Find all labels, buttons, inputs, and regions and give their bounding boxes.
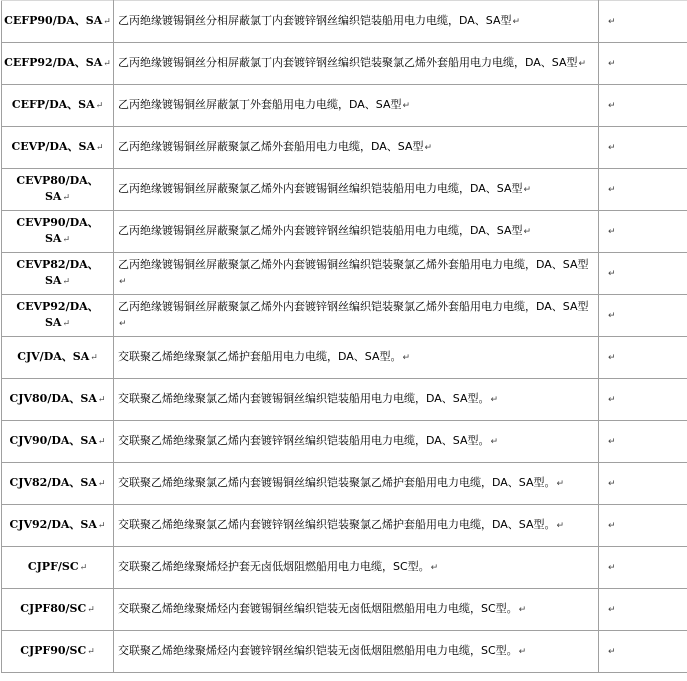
description-cell <box>114 505 599 547</box>
model-code: CJV82/DA、SA <box>9 476 97 489</box>
table-row <box>2 547 687 589</box>
paragraph-mark-icon: ↵ <box>62 193 71 203</box>
empty-cell <box>599 1 687 43</box>
model-code: CJV90/DA、SA <box>9 434 97 447</box>
empty-cell <box>599 337 687 379</box>
paragraph-mark-icon: ↵ <box>523 227 532 237</box>
model-code: CJPF90/SC <box>20 644 87 657</box>
paragraph-mark-icon: ↵ <box>608 395 616 405</box>
model-cell <box>2 43 114 85</box>
model-cell <box>2 505 114 547</box>
empty-cell <box>599 421 687 463</box>
cable-description: 交联聚乙烯绝缘聚氯乙烯内套镀锌钢丝编织铠装船用电力电缆，DA、SA型。 <box>118 434 490 447</box>
table-row <box>2 127 687 169</box>
description-cell <box>114 43 599 85</box>
cable-description: 乙丙绝缘镀锡铜丝屏蔽聚氯乙烯外套船用电力电缆，DA、SA型 <box>118 140 424 153</box>
paragraph-mark-icon: ↵ <box>97 395 106 405</box>
description-cell <box>114 295 599 337</box>
paragraph-mark-icon: ↵ <box>523 185 532 195</box>
table-row <box>2 337 687 379</box>
table-row <box>2 1 687 43</box>
table-row <box>2 211 687 253</box>
model-cell <box>2 589 114 631</box>
table-row <box>2 631 687 673</box>
paragraph-mark-icon: ↵ <box>90 353 98 363</box>
description-cell <box>114 337 599 379</box>
paragraph-mark-icon: ↵ <box>608 647 616 657</box>
paragraph-mark-icon: ↵ <box>578 59 587 69</box>
paragraph-mark-icon: ↵ <box>608 17 616 27</box>
model-code: CJPF80/SC <box>20 602 87 615</box>
paragraph-mark-icon: ↵ <box>62 277 71 287</box>
paragraph-mark-icon: ↵ <box>608 101 616 111</box>
model-cell <box>2 85 114 127</box>
table-row <box>2 379 687 421</box>
empty-cell <box>599 211 687 253</box>
cable-description: 乙丙绝缘镀锡铜丝屏蔽聚氯乙烯外内套镀锡铜丝编织铠装聚氯乙烯外套船用电力电缆，DA、SA型 <box>118 258 589 271</box>
model-code: CJV92/DA、SA <box>9 518 97 531</box>
description-cell <box>114 589 599 631</box>
description-cell <box>114 211 599 253</box>
table-row <box>2 463 687 505</box>
description-cell <box>114 1 599 43</box>
model-cell <box>2 211 114 253</box>
paragraph-mark-icon: ↵ <box>119 319 127 329</box>
paragraph-mark-icon: ↵ <box>402 353 411 363</box>
cable-description: 交联聚乙烯绝缘聚氯乙烯护套船用电力电缆，DA、SA型。 <box>118 350 402 363</box>
empty-cell <box>599 85 687 127</box>
model-cell <box>2 463 114 505</box>
model-cell <box>2 631 114 673</box>
paragraph-mark-icon: ↵ <box>95 101 104 111</box>
model-code: CEFP/DA、SA <box>11 98 95 111</box>
paragraph-mark-icon: ↵ <box>97 521 106 531</box>
paragraph-mark-icon: ↵ <box>512 17 521 27</box>
model-cell <box>2 127 114 169</box>
paragraph-mark-icon: ↵ <box>79 563 88 573</box>
paragraph-mark-icon: ↵ <box>608 437 616 447</box>
paragraph-mark-icon: ↵ <box>608 311 616 321</box>
model-cell <box>2 1 114 43</box>
cable-description: 乙丙绝缘镀锡铜丝屏蔽聚氯乙烯外内套镀锌钢丝编织铠装船用电力电缆，DA、SA型 <box>118 224 523 237</box>
paragraph-mark-icon: ↵ <box>518 605 527 615</box>
empty-cell <box>599 463 687 505</box>
cable-description: 交联聚乙烯绝缘聚烯烃内套镀锌钢丝编织铠装无卤低烟阻燃船用电力电缆，SC型。 <box>118 644 518 657</box>
empty-cell <box>599 295 687 337</box>
paragraph-mark-icon: ↵ <box>87 647 95 657</box>
empty-cell <box>599 589 687 631</box>
model-code: CJV80/DA、SA <box>9 392 97 405</box>
paragraph-mark-icon: ↵ <box>62 235 71 245</box>
cable-description: 乙丙绝缘镀锡铜丝屏蔽氯丁外套船用电力电缆，DA、SA型 <box>118 98 402 111</box>
cable-description: 交联聚乙烯绝缘聚烯烃内套镀锡铜丝编织铠装无卤低烟阻燃船用电力电缆，SC型。 <box>118 602 518 615</box>
model-cell <box>2 169 114 211</box>
paragraph-mark-icon: ↵ <box>490 395 499 405</box>
empty-cell <box>599 127 687 169</box>
table-body <box>2 1 687 673</box>
cable-model-table <box>1 0 687 673</box>
paragraph-mark-icon: ↵ <box>424 143 433 153</box>
empty-cell <box>599 379 687 421</box>
paragraph-mark-icon: ↵ <box>608 479 616 489</box>
model-code: CEVP/DA、SA <box>11 140 95 153</box>
cable-description: 交联聚乙烯绝缘聚氯乙烯内套镀锡铜丝编织铠装聚氯乙烯护套船用电力电缆，DA、SA型。 <box>118 476 556 489</box>
description-cell <box>114 127 599 169</box>
table-row <box>2 295 687 337</box>
description-cell <box>114 379 599 421</box>
paragraph-mark-icon: ↵ <box>608 59 616 69</box>
paragraph-mark-icon: ↵ <box>103 17 111 27</box>
model-cell <box>2 379 114 421</box>
paragraph-mark-icon: ↵ <box>62 319 71 329</box>
paragraph-mark-icon: ↵ <box>119 277 127 287</box>
model-cell <box>2 337 114 379</box>
cable-description: 交联聚乙烯绝缘聚氯乙烯内套镀锌钢丝编织铠装聚氯乙烯护套船用电力电缆，DA、SA型。 <box>118 518 556 531</box>
empty-cell <box>599 169 687 211</box>
paragraph-mark-icon: ↵ <box>103 59 111 69</box>
model-code: CJPF/SC <box>27 560 79 573</box>
empty-cell <box>599 631 687 673</box>
description-cell <box>114 421 599 463</box>
description-cell <box>114 169 599 211</box>
model-code: CEVP82/DA、SA <box>16 258 99 287</box>
model-code: CEFP92/DA、SA <box>4 56 103 69</box>
table-row <box>2 505 687 547</box>
description-cell <box>114 85 599 127</box>
cable-description: 乙丙绝缘镀锡铜丝分相屏蔽氯丁内套镀锌钢丝编织铠装聚氯乙烯外套船用电力电缆，DA、SA型 <box>118 56 578 69</box>
cable-description: 乙丙绝缘镀锡铜丝屏蔽聚氯乙烯外内套镀锌钢丝编织铠装聚氯乙烯外套船用电力电缆，DA、SA型 <box>118 300 589 313</box>
paragraph-mark-icon: ↵ <box>608 185 616 195</box>
paragraph-mark-icon: ↵ <box>87 605 95 615</box>
model-cell <box>2 421 114 463</box>
description-cell <box>114 253 599 295</box>
empty-cell <box>599 43 687 85</box>
cable-description: 乙丙绝缘镀锡铜丝分相屏蔽氯丁内套镀锌钢丝编织铠装船用电力电缆，DA、SA型 <box>118 14 512 27</box>
cable-description: 交联聚乙烯绝缘聚氯乙烯内套镀锡铜丝编织铠装船用电力电缆，DA、SA型。 <box>118 392 490 405</box>
paragraph-mark-icon: ↵ <box>97 479 106 489</box>
paragraph-mark-icon: ↵ <box>402 101 411 111</box>
table-row <box>2 85 687 127</box>
model-cell <box>2 253 114 295</box>
model-code: CJV/DA、SA <box>17 350 90 363</box>
paragraph-mark-icon: ↵ <box>430 563 439 573</box>
model-code: CEVP90/DA、SA <box>16 216 99 245</box>
model-cell <box>2 295 114 337</box>
empty-cell <box>599 547 687 589</box>
empty-cell <box>599 253 687 295</box>
model-code: CEVP80/DA、SA <box>16 174 99 203</box>
table-row <box>2 253 687 295</box>
description-cell <box>114 631 599 673</box>
table-row <box>2 169 687 211</box>
model-code: CEFP90/DA、SA <box>4 14 103 27</box>
description-cell <box>114 547 599 589</box>
paragraph-mark-icon: ↵ <box>608 269 616 279</box>
paragraph-mark-icon: ↵ <box>556 521 565 531</box>
paragraph-mark-icon: ↵ <box>95 143 104 153</box>
paragraph-mark-icon: ↵ <box>608 143 616 153</box>
table-row <box>2 43 687 85</box>
paragraph-mark-icon: ↵ <box>608 563 616 573</box>
paragraph-mark-icon: ↵ <box>608 521 616 531</box>
paragraph-mark-icon: ↵ <box>608 227 616 237</box>
paragraph-mark-icon: ↵ <box>97 437 106 447</box>
paragraph-mark-icon: ↵ <box>518 647 527 657</box>
model-cell <box>2 547 114 589</box>
paragraph-mark-icon: ↵ <box>608 353 616 363</box>
cable-description: 交联聚乙烯绝缘聚烯烃护套无卤低烟阻燃船用电力电缆，SC型。 <box>118 560 430 573</box>
paragraph-mark-icon: ↵ <box>490 437 499 447</box>
table-row <box>2 589 687 631</box>
paragraph-mark-icon: ↵ <box>608 605 616 615</box>
paragraph-mark-icon: ↵ <box>556 479 565 489</box>
empty-cell <box>599 505 687 547</box>
description-cell <box>114 463 599 505</box>
cable-description: 乙丙绝缘镀锡铜丝屏蔽聚氯乙烯外内套镀锡铜丝编织铠装船用电力电缆，DA、SA型 <box>118 182 523 195</box>
table-row <box>2 421 687 463</box>
model-code: CEVP92/DA、SA <box>16 300 99 329</box>
